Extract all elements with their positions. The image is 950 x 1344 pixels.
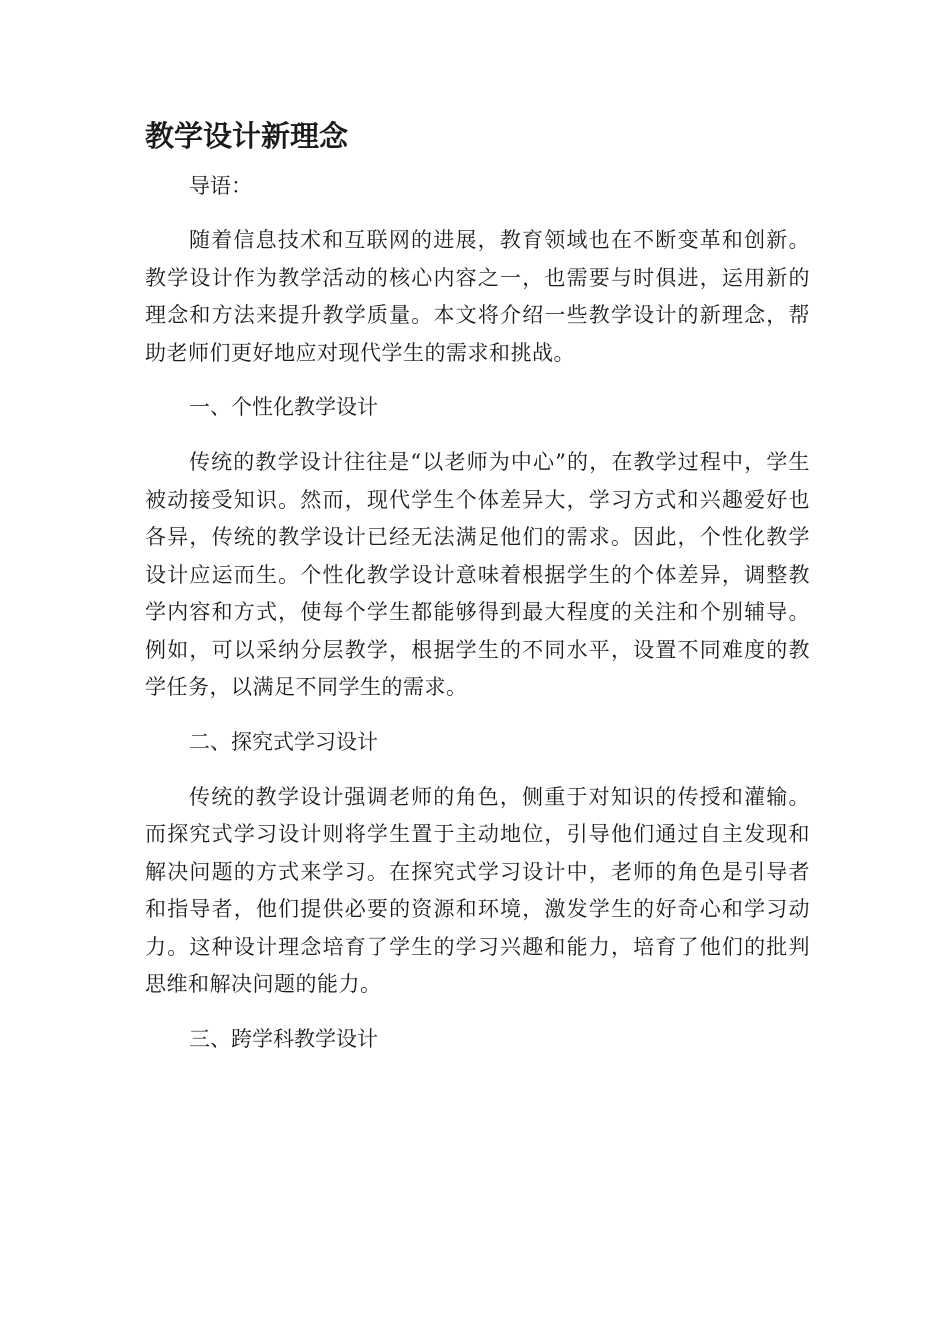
document-body — [145, 112, 810, 1076]
lead-label: 导语： — [189, 174, 252, 198]
section-body-1: 传统的教学设计往往是“以老师为中心”的，在教学过程中，学生被动接受知识。然而，现代学生个体差异大，学习方式和兴趣爱好也各异，传统的教学设计已经无法满足他们的需求。因此，个性化教学设计应运而生。个性化教学设计意味着根据学生的个体差异，调整教学内容和方式，使每个学生都能够得到最大程度的关注和个别辅导。例如，可以采纳分层教学，根据学生的不同水平，设置不同难度的教学任务，以满足不同学生的需求。 — [145, 450, 810, 699]
section-heading-1: 一、个性化教学设计 — [189, 395, 378, 419]
section-body-2: 传统的教学设计强调老师的角色，侧重于对知识的传授和灌输。而探究式学习设计则将学生置于主动地位，引导他们通过自主发现和解决问题的方式来学习。在探究式学习设计中，老师的角色是引导者和指导者，他们提供必要的资源和环境，激发学生的好奇心和学习动力。这种设计理念培育了学生的学习兴趣和能力，培育了他们的批判思维和解决问题的能力。 — [145, 784, 810, 996]
intro-paragraph: 随着信息技术和互联网的进展，教育领域也在不断变革和创新。教学设计作为教学活动的核心内容之一，也需要与时俱进，运用新的理念和方法来提升教学质量。本文将介绍一些教学设计的新理念，帮助老师们更好地应对现代学生的需求和挑战。 — [145, 228, 810, 365]
document-title: 教学设计新理念 — [145, 119, 349, 153]
section-heading-2: 二、探究式学习设计 — [189, 729, 378, 754]
section-heading-3: 三、跨学科教学设计 — [189, 1026, 378, 1051]
